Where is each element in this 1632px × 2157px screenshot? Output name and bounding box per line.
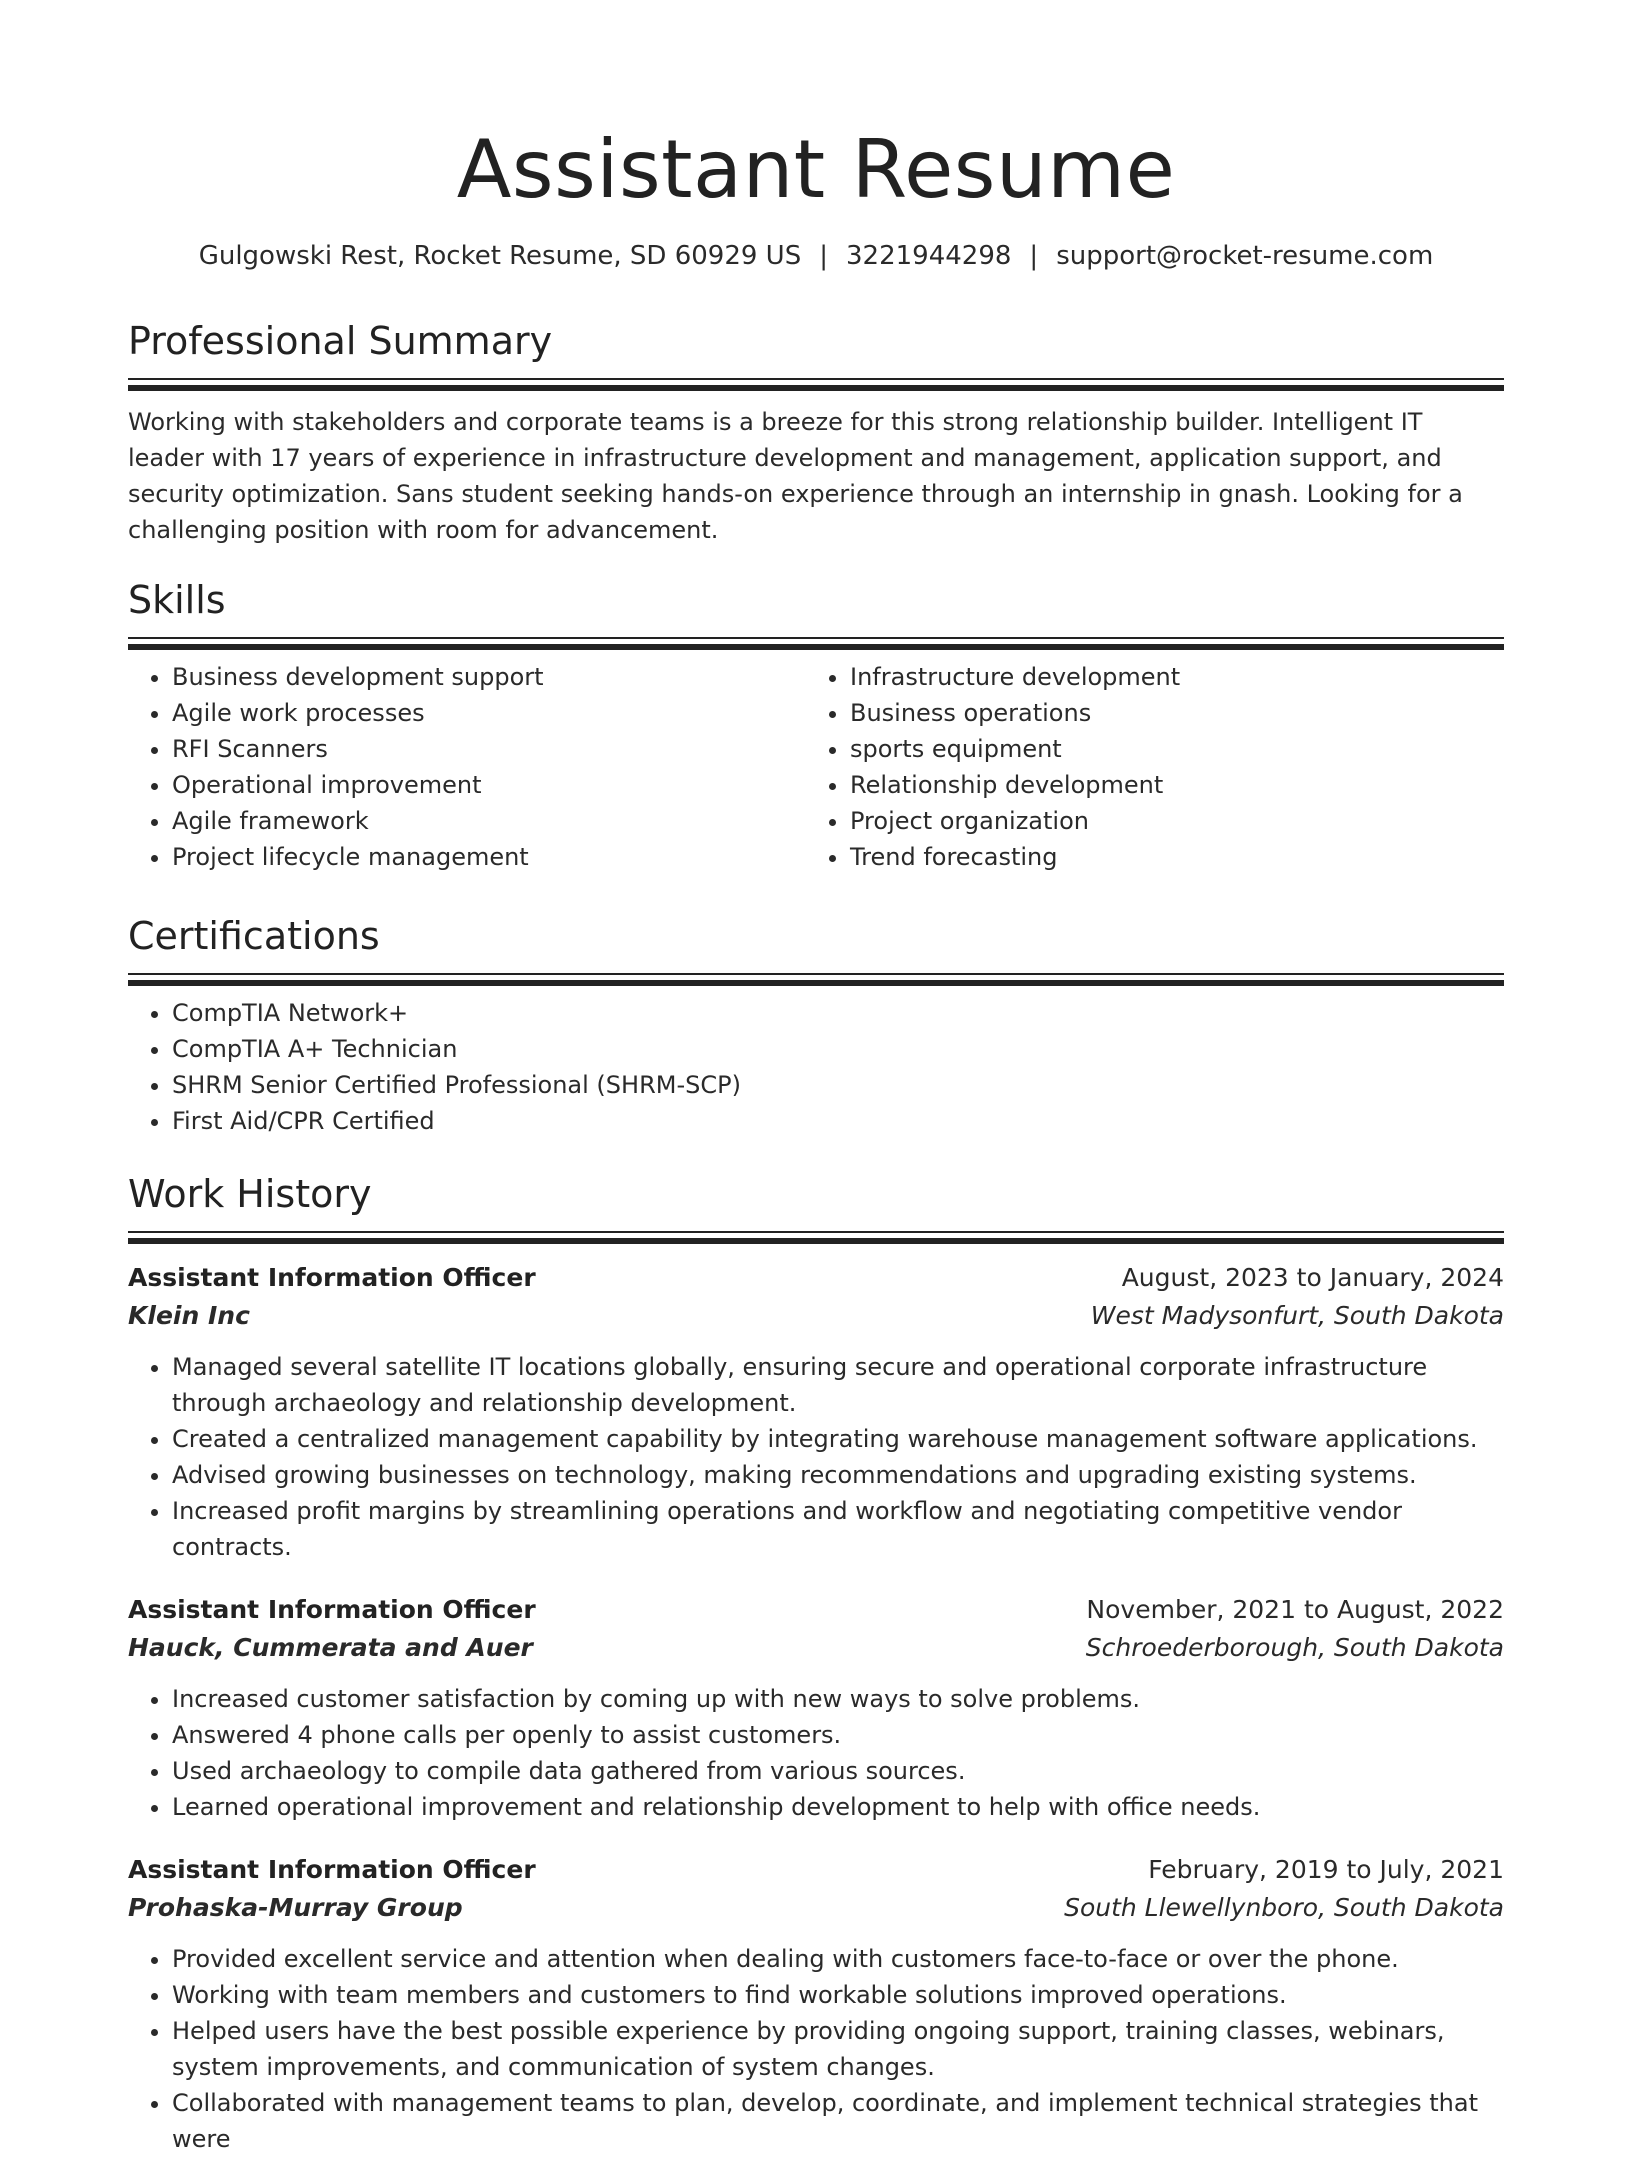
skill-item: • Infrastructure development bbox=[850, 659, 1484, 695]
job-bullet: • Managed several satellite IT locations globally, ensuring secure and operational corporate infrastructure through archaeology and relationship development. bbox=[172, 1349, 1504, 1421]
skill-item: • Project organization bbox=[850, 803, 1484, 839]
work-history-section bbox=[128, 1169, 1504, 2157]
job-title: Assistant Information Officer bbox=[128, 1595, 536, 1624]
job-bullet: • Answered 4 phone calls per openly to assist customers. bbox=[172, 1717, 1504, 1753]
skills-section bbox=[128, 575, 1504, 875]
job-entry bbox=[128, 1851, 1504, 2157]
contact-phone: 3221944298 bbox=[846, 241, 1012, 271]
skill-item: • Relationship development bbox=[850, 767, 1484, 803]
job-entry bbox=[128, 1591, 1504, 1825]
certification-item: • SHRM Senior Certified Professional (SHRM-SCP) bbox=[172, 1067, 1504, 1103]
job-bullet: • Increased profit margins by streamlining operations and workflow and negotiating competitive vendor contracts. bbox=[172, 1493, 1504, 1565]
skill-item: • Business development support bbox=[172, 659, 806, 695]
job-company: Hauck, Cummerata and Auer bbox=[128, 1633, 533, 1662]
certifications-heading: Certifications bbox=[128, 914, 380, 958]
job-company: Klein Inc bbox=[128, 1301, 250, 1330]
skill-item: • Project lifecycle management bbox=[172, 839, 806, 875]
certification-item: • First Aid/CPR Certified bbox=[172, 1103, 1504, 1139]
job-company: Prohaska-Murray Group bbox=[128, 1893, 463, 1922]
skills-right-column bbox=[806, 659, 1484, 875]
section-divider bbox=[128, 378, 1504, 392]
job-bullet: • Working with team members and customers to find workable solutions improved operations. bbox=[172, 1977, 1504, 2013]
certifications-section bbox=[128, 911, 1504, 1139]
contact-address: Gulgowski Rest, Rocket Resume, SD 60929 US bbox=[198, 241, 802, 271]
certification-item: • CompTIA Network+ bbox=[172, 995, 1504, 1031]
skill-item: • Business operations bbox=[850, 695, 1484, 731]
job-dates: February, 2019 to July, 2021 bbox=[1148, 1855, 1504, 1884]
job-dates: November, 2021 to August, 2022 bbox=[1086, 1595, 1504, 1624]
job-bullet: • Collaborated with management teams to plan, develop, coordinate, and implement technical strategies that were bbox=[172, 2085, 1504, 2157]
summary-heading: Professional Summary bbox=[128, 319, 553, 363]
job-location: South Llewellynboro, South Dakota bbox=[1064, 1893, 1504, 1922]
section-divider bbox=[128, 1231, 1504, 1245]
job-title: Assistant Information Officer bbox=[128, 1855, 536, 1884]
job-bullet: • Advised growing businesses on technology, making recommendations and upgrading existing systems. bbox=[172, 1457, 1504, 1493]
contact-email: support@rocket-resume.com bbox=[1056, 241, 1434, 271]
skill-item: • Agile framework bbox=[172, 803, 806, 839]
resume-title: Assistant Resume bbox=[456, 123, 1176, 216]
job-location: Schroederborough, South Dakota bbox=[1085, 1633, 1504, 1662]
summary-section bbox=[128, 316, 1504, 548]
skills-left-column bbox=[128, 659, 806, 875]
section-divider bbox=[128, 637, 1504, 651]
job-bullet: • Created a centralized management capability by integrating warehouse management software applications. bbox=[172, 1421, 1504, 1457]
job-bullet: • Provided excellent service and attention when dealing with customers face-to-face or over the phone. bbox=[172, 1941, 1504, 1977]
job-title: Assistant Information Officer bbox=[128, 1263, 536, 1292]
skill-item: • Operational improvement bbox=[172, 767, 806, 803]
job-bullet: • Used archaeology to compile data gathered from various sources. bbox=[172, 1753, 1504, 1789]
skills-heading: Skills bbox=[128, 578, 226, 622]
job-bullet: • Learned operational improvement and relationship development to help with office needs. bbox=[172, 1789, 1504, 1825]
contact-separator: | bbox=[819, 241, 828, 271]
contact-line bbox=[128, 238, 1504, 274]
work-history-heading: Work History bbox=[128, 1172, 372, 1216]
skill-item: • RFI Scanners bbox=[172, 731, 806, 767]
job-bullet: • Increased customer satisfaction by coming up with new ways to solve problems. bbox=[172, 1681, 1504, 1717]
skill-item: • Agile work processes bbox=[172, 695, 806, 731]
job-entry bbox=[128, 1259, 1504, 1565]
job-dates: August, 2023 to January, 2024 bbox=[1121, 1263, 1504, 1292]
certification-item: • CompTIA A+ Technician bbox=[172, 1031, 1504, 1067]
job-location: West Madysonfurt, South Dakota bbox=[1090, 1301, 1504, 1330]
contact-separator: | bbox=[1029, 241, 1039, 271]
section-divider bbox=[128, 973, 1504, 987]
job-bullet: • Helped users have the best possible experience by providing ongoing support, training classes, webinars, system improvements, and communication of system changes. bbox=[172, 2013, 1504, 2085]
skill-item: • sports equipment bbox=[850, 731, 1484, 767]
summary-text: Working with stakeholders and corporate teams is a breeze for this strong relationship builder. Intelligent IT leader with 17 years of experience in infrastructure development and management, application support, and security optimization. Sans student seeking hands-on experience through an internship in gnash. Looking for a challenging position with room for advancement. bbox=[128, 408, 1463, 544]
skill-item: • Trend forecasting bbox=[850, 839, 1484, 875]
